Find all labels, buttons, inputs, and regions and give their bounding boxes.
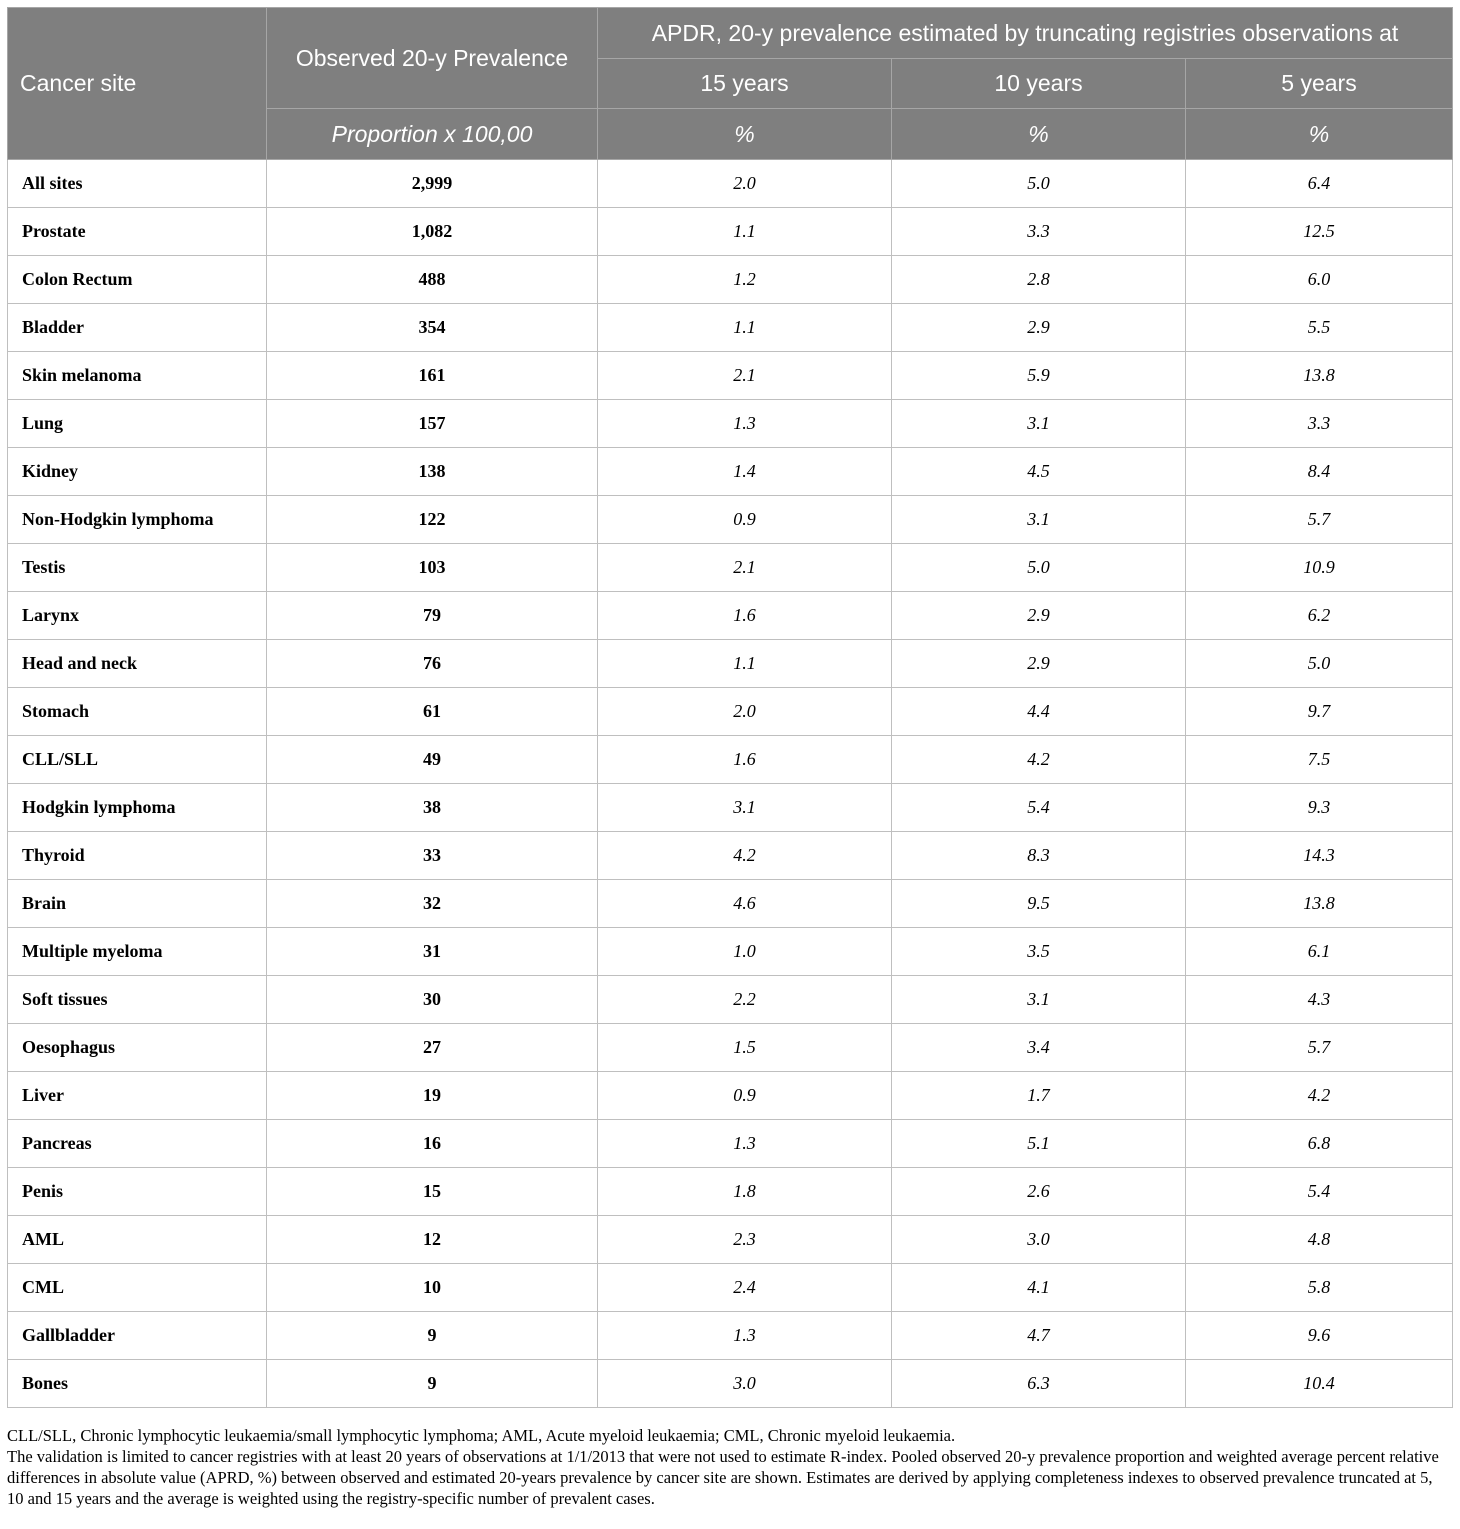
table-row [8, 448, 1453, 496]
cell-cancer-site: Lung [8, 400, 267, 448]
cell-apdr-15-years: 2.0 [598, 688, 892, 736]
cell-cancer-site: Multiple myeloma [8, 928, 267, 976]
table-row [8, 832, 1453, 880]
cell-apdr-10-years: 9.5 [892, 880, 1186, 928]
cell-cancer-site: Brain [8, 880, 267, 928]
cell-apdr-5-years: 8.4 [1186, 448, 1453, 496]
cell-apdr-15-years: 0.9 [598, 1072, 892, 1120]
cell-cancer-site: Skin melanoma [8, 352, 267, 400]
header-5-years: 5 years [1186, 59, 1453, 109]
cell-cancer-site: Gallbladder [8, 1312, 267, 1360]
cell-cancer-site: All sites [8, 160, 267, 208]
cell-apdr-15-years: 1.4 [598, 448, 892, 496]
cell-cancer-site: Prostate [8, 208, 267, 256]
cell-apdr-5-years: 5.7 [1186, 496, 1453, 544]
cell-apdr-15-years: 1.3 [598, 400, 892, 448]
cell-apdr-10-years: 6.3 [892, 1360, 1186, 1408]
cell-observed-prevalence: 16 [267, 1120, 598, 1168]
cell-cancer-site: Pancreas [8, 1120, 267, 1168]
cell-observed-prevalence: 488 [267, 256, 598, 304]
table-row [8, 1216, 1453, 1264]
table-row [8, 352, 1453, 400]
table-row [8, 640, 1453, 688]
table-row [8, 256, 1453, 304]
cell-observed-prevalence: 76 [267, 640, 598, 688]
table-row [8, 400, 1453, 448]
table-row [8, 928, 1453, 976]
cell-apdr-5-years: 5.7 [1186, 1024, 1453, 1072]
cell-apdr-5-years: 7.5 [1186, 736, 1453, 784]
cell-apdr-10-years: 2.9 [892, 592, 1186, 640]
cell-observed-prevalence: 161 [267, 352, 598, 400]
cell-apdr-15-years: 1.0 [598, 928, 892, 976]
cell-apdr-10-years: 3.1 [892, 496, 1186, 544]
table-header [8, 8, 1453, 160]
cell-cancer-site: AML [8, 1216, 267, 1264]
header-observed-unit: Proportion x 100,00 [267, 109, 598, 160]
cell-observed-prevalence: 27 [267, 1024, 598, 1072]
cell-apdr-10-years: 4.1 [892, 1264, 1186, 1312]
cell-cancer-site: Bones [8, 1360, 267, 1408]
header-observed-prevalence: Observed 20-y Prevalence [267, 8, 598, 109]
cell-observed-prevalence: 12 [267, 1216, 598, 1264]
cell-cancer-site: Colon Rectum [8, 256, 267, 304]
cell-apdr-15-years: 1.3 [598, 1120, 892, 1168]
table-row [8, 496, 1453, 544]
cell-apdr-15-years: 1.1 [598, 208, 892, 256]
cell-apdr-10-years: 3.0 [892, 1216, 1186, 1264]
cell-apdr-15-years: 1.3 [598, 1312, 892, 1360]
cell-apdr-15-years: 4.6 [598, 880, 892, 928]
cell-apdr-15-years: 1.5 [598, 1024, 892, 1072]
cell-observed-prevalence: 10 [267, 1264, 598, 1312]
cell-apdr-10-years: 4.4 [892, 688, 1186, 736]
cell-cancer-site: Kidney [8, 448, 267, 496]
cell-apdr-10-years: 8.3 [892, 832, 1186, 880]
cell-cancer-site: Bladder [8, 304, 267, 352]
table-row [8, 1168, 1453, 1216]
cell-apdr-10-years: 2.9 [892, 640, 1186, 688]
cell-apdr-5-years: 9.7 [1186, 688, 1453, 736]
cell-apdr-5-years: 5.8 [1186, 1264, 1453, 1312]
cell-apdr-15-years: 3.1 [598, 784, 892, 832]
cell-apdr-15-years: 1.6 [598, 592, 892, 640]
cell-apdr-10-years: 3.4 [892, 1024, 1186, 1072]
table-row [8, 1120, 1453, 1168]
cell-cancer-site: Larynx [8, 592, 267, 640]
cell-observed-prevalence: 19 [267, 1072, 598, 1120]
cell-observed-prevalence: 9 [267, 1312, 598, 1360]
cell-observed-prevalence: 354 [267, 304, 598, 352]
cell-cancer-site: CLL/SLL [8, 736, 267, 784]
cell-apdr-10-years: 4.2 [892, 736, 1186, 784]
table-row [8, 880, 1453, 928]
cell-apdr-5-years: 10.9 [1186, 544, 1453, 592]
header-unit-10: % [892, 109, 1186, 160]
cell-observed-prevalence: 31 [267, 928, 598, 976]
cell-apdr-10-years: 5.4 [892, 784, 1186, 832]
cell-cancer-site: Testis [8, 544, 267, 592]
cell-apdr-10-years: 5.1 [892, 1120, 1186, 1168]
cell-apdr-5-years: 9.6 [1186, 1312, 1453, 1360]
cell-observed-prevalence: 157 [267, 400, 598, 448]
cell-observed-prevalence: 49 [267, 736, 598, 784]
cell-apdr-10-years: 5.0 [892, 544, 1186, 592]
cell-cancer-site: Liver [8, 1072, 267, 1120]
header-cancer-site: Cancer site [8, 8, 267, 160]
cell-cancer-site: CML [8, 1264, 267, 1312]
table-row [8, 1264, 1453, 1312]
cell-observed-prevalence: 61 [267, 688, 598, 736]
cell-apdr-5-years: 6.1 [1186, 928, 1453, 976]
cell-observed-prevalence: 79 [267, 592, 598, 640]
cell-observed-prevalence: 2,999 [267, 160, 598, 208]
table-row [8, 1072, 1453, 1120]
cell-apdr-15-years: 2.4 [598, 1264, 892, 1312]
cell-observed-prevalence: 103 [267, 544, 598, 592]
cell-apdr-10-years: 2.9 [892, 304, 1186, 352]
header-apdr: APDR, 20-y prevalence estimated by truncating registries observations at [598, 8, 1453, 59]
cell-observed-prevalence: 122 [267, 496, 598, 544]
cell-apdr-10-years: 2.6 [892, 1168, 1186, 1216]
table-body [8, 160, 1453, 1408]
table-row [8, 304, 1453, 352]
cell-apdr-15-years: 2.2 [598, 976, 892, 1024]
cell-cancer-site: Oesophagus [8, 1024, 267, 1072]
cell-observed-prevalence: 1,082 [267, 208, 598, 256]
table-row [8, 1312, 1453, 1360]
table-row [8, 736, 1453, 784]
cell-apdr-15-years: 3.0 [598, 1360, 892, 1408]
header-unit-5: % [1186, 109, 1453, 160]
header-15-years: 15 years [598, 59, 892, 109]
cell-apdr-15-years: 2.1 [598, 544, 892, 592]
cell-apdr-10-years: 1.7 [892, 1072, 1186, 1120]
table-row [8, 592, 1453, 640]
cell-apdr-5-years: 6.8 [1186, 1120, 1453, 1168]
table-footnotes [7, 1425, 1452, 1509]
prevalence-table [7, 7, 1453, 1408]
table-row [8, 160, 1453, 208]
cell-apdr-5-years: 4.2 [1186, 1072, 1453, 1120]
cell-apdr-10-years: 2.8 [892, 256, 1186, 304]
cell-observed-prevalence: 33 [267, 832, 598, 880]
cell-apdr-5-years: 4.3 [1186, 976, 1453, 1024]
cell-apdr-15-years: 0.9 [598, 496, 892, 544]
cell-cancer-site: Thyroid [8, 832, 267, 880]
cell-apdr-15-years: 1.6 [598, 736, 892, 784]
table-row [8, 208, 1453, 256]
cell-apdr-5-years: 13.8 [1186, 880, 1453, 928]
table-row [8, 1360, 1453, 1408]
cell-apdr-15-years: 2.3 [598, 1216, 892, 1264]
cell-cancer-site: Soft tissues [8, 976, 267, 1024]
table-row [8, 544, 1453, 592]
cell-apdr-5-years: 10.4 [1186, 1360, 1453, 1408]
footnote-abbreviations: CLL/SLL, Chronic lymphocytic leukaemia/small lymphocytic lymphoma; AML, Acute myeloid leukaemia; CML, Chronic myeloid leukaemia. [7, 1426, 956, 1445]
cell-observed-prevalence: 15 [267, 1168, 598, 1216]
cell-observed-prevalence: 30 [267, 976, 598, 1024]
cell-observed-prevalence: 38 [267, 784, 598, 832]
cell-observed-prevalence: 32 [267, 880, 598, 928]
cell-cancer-site: Stomach [8, 688, 267, 736]
table-row [8, 688, 1453, 736]
cell-apdr-5-years: 12.5 [1186, 208, 1453, 256]
cell-apdr-5-years: 4.8 [1186, 1216, 1453, 1264]
table-row [8, 1024, 1453, 1072]
cell-apdr-5-years: 14.3 [1186, 832, 1453, 880]
cell-apdr-15-years: 1.2 [598, 256, 892, 304]
cell-observed-prevalence: 9 [267, 1360, 598, 1408]
cell-apdr-10-years: 4.7 [892, 1312, 1186, 1360]
table-row [8, 784, 1453, 832]
cell-apdr-5-years: 3.3 [1186, 400, 1453, 448]
cell-apdr-10-years: 5.0 [892, 160, 1186, 208]
cell-observed-prevalence: 138 [267, 448, 598, 496]
cell-apdr-15-years: 1.8 [598, 1168, 892, 1216]
header-10-years: 10 years [892, 59, 1186, 109]
prevalence-table-container [7, 7, 1452, 1408]
cell-apdr-15-years: 2.0 [598, 160, 892, 208]
cell-apdr-15-years: 4.2 [598, 832, 892, 880]
cell-apdr-5-years: 9.3 [1186, 784, 1453, 832]
footnote-description: The validation is limited to cancer registries with at least 20 years of observations at 1/1/2013 that were not used to estimate R-index. Pooled observed 20-y prevalence proportion and weighted average percent relative differences in absolute value (APRD, %) between observed and estimated 20-years prevalence by cancer site are shown. Estimates are derived by applying completeness indexes to observed prevalence truncated at 5, 10 and 15 years and the average is weighted using the registry-specific number of prevalent cases. [7, 1447, 1439, 1508]
cell-cancer-site: Head and neck [8, 640, 267, 688]
cell-apdr-15-years: 1.1 [598, 640, 892, 688]
cell-cancer-site: Hodgkin lymphoma [8, 784, 267, 832]
cell-apdr-5-years: 6.2 [1186, 592, 1453, 640]
header-unit-15: % [598, 109, 892, 160]
cell-cancer-site: Non-Hodgkin lymphoma [8, 496, 267, 544]
cell-apdr-5-years: 5.0 [1186, 640, 1453, 688]
cell-apdr-10-years: 3.5 [892, 928, 1186, 976]
cell-apdr-5-years: 6.0 [1186, 256, 1453, 304]
cell-apdr-5-years: 13.8 [1186, 352, 1453, 400]
cell-apdr-5-years: 6.4 [1186, 160, 1453, 208]
cell-cancer-site: Penis [8, 1168, 267, 1216]
cell-apdr-15-years: 2.1 [598, 352, 892, 400]
cell-apdr-5-years: 5.5 [1186, 304, 1453, 352]
cell-apdr-10-years: 5.9 [892, 352, 1186, 400]
cell-apdr-5-years: 5.4 [1186, 1168, 1453, 1216]
cell-apdr-10-years: 3.1 [892, 976, 1186, 1024]
cell-apdr-10-years: 4.5 [892, 448, 1186, 496]
cell-apdr-10-years: 3.3 [892, 208, 1186, 256]
cell-apdr-15-years: 1.1 [598, 304, 892, 352]
table-row [8, 976, 1453, 1024]
cell-apdr-10-years: 3.1 [892, 400, 1186, 448]
